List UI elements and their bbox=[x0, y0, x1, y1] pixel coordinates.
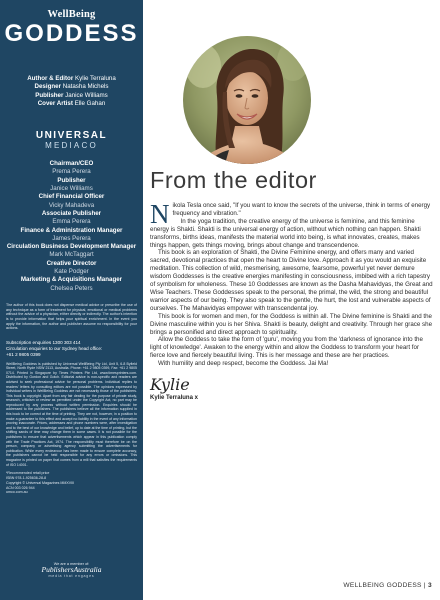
staff-name: Chelsea Peters bbox=[50, 284, 93, 292]
member-line: We are a member of: bbox=[53, 562, 90, 566]
disclaimer-text: The author of this book does not dispense medical advice or prescribe the use of any technique as a form of treatment for physical, emotional or medical problems without the advice of a physician, either directly or indirectly. The author's intention is to provide information that helps your spiritual enrichment. In the event you apply the information, the author and publisher assume no responsibility for your actions. bbox=[6, 302, 137, 331]
handwritten-signature: Kylie bbox=[150, 375, 190, 395]
staff-name: Emma Perera bbox=[52, 218, 91, 226]
paragraph: With humility and deep respect, become the Goddess. Jai Ma! bbox=[158, 360, 329, 368]
staff-name: Prema Perera bbox=[52, 168, 91, 176]
credit-line: Author & Editor Kylie Terraluna bbox=[27, 75, 116, 82]
subscription-line: Subscription enquiries 1300 303 414 bbox=[6, 340, 81, 346]
acn: ACN 003 026 944 bbox=[6, 485, 35, 490]
member-badge bbox=[0, 562, 143, 578]
phone-line: +61 2 9805 0399 bbox=[6, 351, 41, 357]
editor-portrait bbox=[183, 36, 311, 164]
book-credits bbox=[0, 75, 143, 108]
brand-main: GODDESS bbox=[4, 20, 139, 47]
paragraph: Nikola Tesla once said, "If you want to know the secrets of the universe, think in terms of energy frequency and vibration." bbox=[150, 199, 431, 229]
paragraph: This book is an exploration of Shakti, the Divine Feminine energy, and offers many and varied sacred, devotional practices that open the heart to Divine love. Approach it as you would an exquisite meditation. This collection of wild, mesmerising, awesome, fearsome, powerful yet never demure wisdom Goddesses is the creative energies manifesting in consciousness, imbibed with a rich tapestry of symbolism for wholeness. These 10 Goddesses are known as the Dasha Mahavidyas, the Great and Wise Teachers. These Goddesses speak to the personal, the primal, the wild, the strong and beautiful warrior aspects of our being. They also speak to the gentle, the hurt, the lost and vulnerable aspects of ourselves. The Mahavidyas empower with transcendental joy. bbox=[150, 249, 433, 312]
staff-name: Vicky Mahadeva bbox=[48, 201, 95, 209]
brand-top: WellBeing bbox=[47, 9, 96, 20]
subscription-info bbox=[6, 340, 137, 357]
page-number: 3 bbox=[428, 582, 432, 589]
paragraph: In the yoga tradition, the creative energy of the universe is feminine, and this feminine energy is Shakti. Shakti is the universal energy of action, without which nothing can happen. Shakti transforms, births ideas, manifests the material world into being, is what innovates, creates, makes things happen, gets things moving, brings about change and transcendence. bbox=[150, 217, 421, 249]
staff-role: Finance & Administration Manager bbox=[20, 226, 123, 234]
credit-line: Designer Natasha Michels bbox=[34, 83, 109, 91]
paragraph: This book is for women and men, for the Goddess is within all. The Divine feminine is Shakti and the Divine masculine within you is her Shiva. Shakti is beauty, delight and creativity. Through her grace she brings a personified and direct approach to spirituality. bbox=[150, 312, 433, 336]
brand-logo bbox=[0, 0, 143, 47]
paragraph: Allow the Goddess to take the form of 'guru', moving you from the 'darkness of ignorance into the light of knowledge'. Awaken to the energy within and allow the Goddess to transform your heart for fierce love and fiercely beautiful living. This is her message and these are her practices. bbox=[150, 336, 423, 360]
staff-name: Janice Williams bbox=[50, 185, 93, 193]
member-org-logo: PublishersAustralia bbox=[41, 565, 102, 574]
page-title: From the editor bbox=[150, 167, 317, 193]
publication-details bbox=[6, 471, 137, 495]
editor-signoff: Kylie Terraluna x bbox=[150, 395, 198, 402]
staff-name: Kate Podger bbox=[54, 268, 89, 276]
credit-line: Cover Artist Elle Gahan bbox=[37, 99, 106, 107]
staff-role: Marketing & Acquisitions Manager bbox=[20, 276, 123, 284]
circulation-line: Circulation enquiries to our Sydney head office: bbox=[6, 345, 103, 351]
staff-role: Publisher bbox=[57, 176, 86, 184]
member-tagline: media that engages bbox=[48, 574, 95, 578]
legal-text: WellBeing Goddess is published by Universal WellBeing Pty Ltd, Unit 5, 6-8 Byfield Street, North Ryde NSW 2113, Australia. Phone: +61 2 9805 0399, Fax: +61 2 9805 0714. Printed in Singapore by Times Printers Pte Ltd, www.timesprinters.com. Distributed by Gordon and Gotch. Editorial advice is non-specific and readers are advised to seek professional advice for personal problems. Individual replies to readers' letters by consulting editors are not possible. The opinions expressed by individual writers in WellBeing Goddess are not necessarily those of the publishers. This book is copyright. Apart from any fair dealing for the purpose of private study, research, criticism or review as permitted under the Copyright Act, no part may be reproduced by any process without written permission. Enquiries should be addressed to the publishers. The publishers believe all the information supplied in this book to be correct at the time of printing. They are not, however, in a position to make a guarantee to this effect and accept no liability in the event of any information proving inaccurate. Prices, addresses and phone numbers were, after investigation and to the best of our knowledge and belief, up to date at the time of printing, but the shifting sands of time may change them in some cases. It is not possible for the publishers to ensure that advertisements which appear in this publication comply with the Trade Practices Act, 1974. The responsibility must therefore be on the person, company or advertising agency submitting the advertisements for publication. While every endeavour has been made to ensure complete accuracy, the publishers cannot be held responsible for any errors or omissions. This magazine is printed on paper that comes from a mill that satisfies the requirements of ISO 14001. bbox=[6, 361, 137, 467]
staff-name: James Perera bbox=[52, 234, 91, 242]
logo-top: UNIVERSAL bbox=[35, 130, 108, 142]
logo-sub: MEDIACO bbox=[45, 141, 98, 151]
credit-line: Publisher Janice Williams bbox=[35, 91, 108, 99]
staff-role: Associate Publisher bbox=[41, 209, 102, 217]
staff-role: Chairman/CEO bbox=[49, 160, 94, 168]
staff-list bbox=[0, 160, 143, 293]
masthead-sidebar bbox=[0, 0, 143, 600]
drop-cap: N bbox=[150, 199, 170, 229]
rrp-note: *Recommended retail price bbox=[6, 471, 50, 476]
staff-role: Chief Financial Officer bbox=[38, 193, 105, 201]
editorial-body bbox=[150, 199, 434, 403]
staff-role: Creative Director bbox=[46, 259, 97, 267]
staff-role: Circulation Business Development Manager bbox=[6, 243, 137, 251]
website: umco.com.au bbox=[6, 490, 28, 495]
footer-publication: WELLBEING GODDESS bbox=[343, 582, 422, 589]
isbn: ISBN 978-1-925636-28-8 bbox=[6, 476, 47, 480]
copyright: Copyright © Universal Magazines MMXVIII bbox=[6, 480, 75, 485]
footer-separator: | bbox=[423, 582, 426, 589]
portrait-image bbox=[183, 36, 311, 164]
universal-mediaco-logo bbox=[0, 130, 143, 150]
page-footer bbox=[343, 582, 432, 589]
staff-name: Mark McTaggart bbox=[49, 251, 94, 259]
